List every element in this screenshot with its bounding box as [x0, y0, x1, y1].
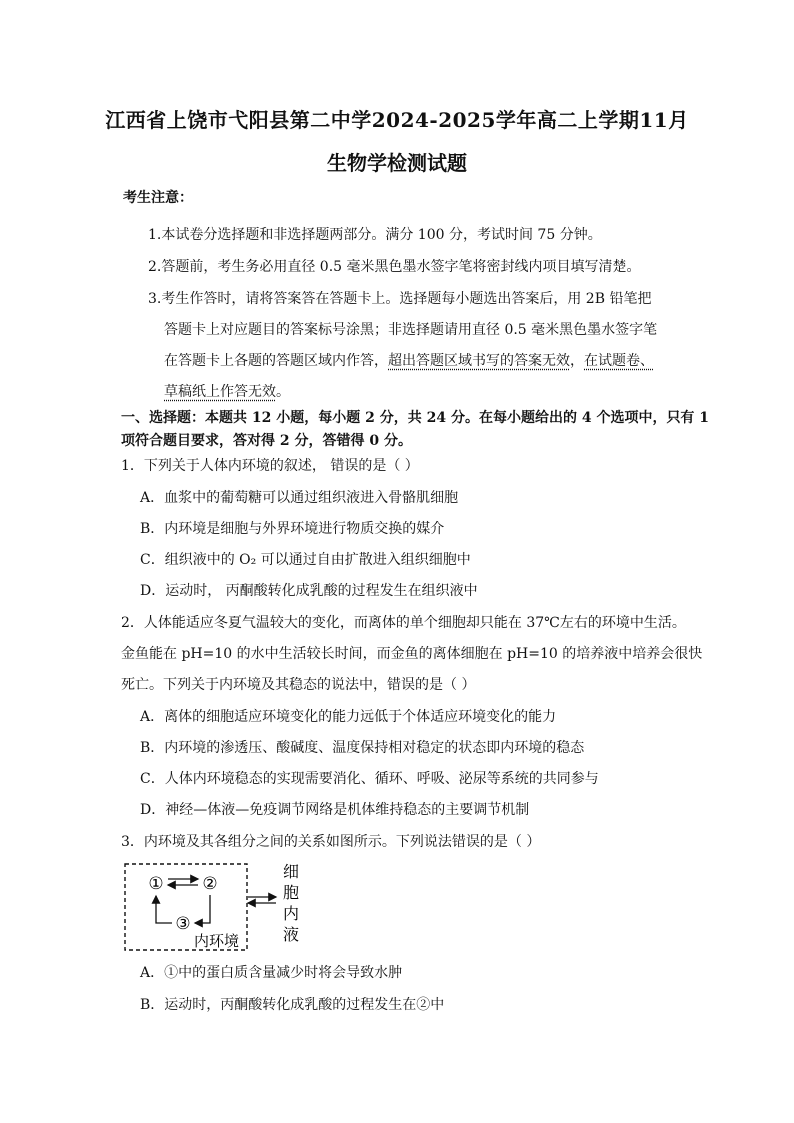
- question-3-option-a: A．①中的蛋白质含量减少时将会导致水肿: [140, 965, 403, 981]
- notice-text: 。: [276, 384, 290, 400]
- node-2-label: ②: [202, 874, 218, 894]
- cell-fluid-label-char-3: 内: [283, 904, 300, 923]
- section-1-instructions-line1: 一、选择题：本题共 12 小题，每小题 2 分，共 24 分。在每小题给出的 4 个选项中，只有 1: [121, 410, 710, 426]
- question-1-option-b: B．内环境是细胞与外界环境进行物质交换的媒介: [140, 521, 445, 537]
- cell-fluid-label-char-4: 液: [283, 925, 300, 944]
- question-1-option-c: C．组织液中的 O₂ 可以通过自由扩散进入组织细胞中: [140, 552, 471, 568]
- exam-title-line2: 生物学检测试题: [327, 151, 467, 175]
- node-1-label: ①: [148, 874, 164, 894]
- notice-item-3-line3: [164, 352, 654, 370]
- inner-environment-diagram: [124, 862, 324, 952]
- question-2-option-a: A．离体的细胞适应环境变化的能力远低于个体适应环境变化的能力: [140, 709, 557, 725]
- question-3-stem: 3．内环境及其各组分之间的关系如图所示。下列说法错误的是（ ）: [121, 834, 541, 850]
- notice-item-3-line1: 3.考生作答时，请将答案答在答题卡上。选择题每小题选出答案后，用 2B 铅笔把: [148, 291, 652, 307]
- question-2-stem-line1: 2．人体能适应冬夏气温较大的变化，而离体的单个细胞却只能在 37℃左右的环境中生活。: [121, 615, 686, 631]
- notice-heading: 考生注意：: [123, 190, 193, 206]
- question-2-option-b: B．内环境的渗透压、酸碱度、温度保持相对稳定的状态即内环境的稳态: [140, 740, 585, 756]
- arrow-3-to-1: [156, 896, 172, 923]
- cell-fluid-label-char-1: 细: [283, 862, 300, 881]
- exam-title-line1: 江西省上饶市弋阳县第二中学2024-2025学年高二上学期11月: [105, 108, 689, 132]
- notice-text: 在答题卡上各题的答题区域内作答，: [164, 353, 388, 369]
- arrow-2-to-3: [195, 895, 210, 923]
- notice-item-2: 2.答题前，考生务必用直径 0.5 毫米黑色墨水签字笔将密封线内项目填写清楚。: [148, 259, 641, 275]
- question-1-stem: 1．下列关于人体内环境的叙述， 错误的是（ ）: [121, 458, 419, 474]
- question-2-option-d: D．神经—体液—免疫调节网络是机体维持稳态的主要调节机制: [140, 802, 530, 818]
- question-1-option-d: D．运动时， 丙酮酸转化成乳酸的过程发生在组织液中: [140, 583, 478, 599]
- section-1-instructions-line2: 项符合题目要求，答对得 2 分，答错得 0 分。: [121, 433, 412, 449]
- emphasis-text: 在试题卷、: [584, 353, 654, 369]
- notice-item-1: 1.本试卷分选择题和非选择题两部分。满分 100 分，考试时间 75 分钟。: [148, 227, 602, 243]
- notice-item-3-line4: [164, 383, 290, 401]
- question-2-stem-line3: 死亡。下列关于内环境及其稳态的说法中，错误的是（ ）: [121, 677, 476, 693]
- node-3-label: ③: [175, 914, 191, 934]
- emphasis-text: 草稿纸上作答无效: [164, 384, 276, 400]
- question-2-option-c: C．人体内环境稳态的实现需要消化、循环、呼吸、泌尿等系统的共同参与: [140, 771, 599, 787]
- emphasis-text: 超出答题区域书写的答案无效: [388, 353, 570, 369]
- question-1-option-a: A．血浆中的葡萄糖可以通过组织液进入骨骼肌细胞: [140, 490, 459, 506]
- notice-item-3-line2: 答题卡上对应题目的答案标号涂黑；非选择题请用直径 0.5 毫米黑色墨水签字笔: [164, 322, 658, 338]
- question-3-option-b: B．运动时，丙酮酸转化成乳酸的过程发生在②中: [140, 997, 445, 1013]
- cell-fluid-label-char-2: 胞: [283, 883, 300, 902]
- notice-text: ，: [570, 353, 584, 369]
- question-2-stem-line2: 金鱼能在 pH=10 的水中生活较长时间，而金鱼的离体细胞在 pH=10 的培养液中培养会很快: [121, 646, 703, 662]
- inner-environment-label: 内环境: [194, 932, 240, 950]
